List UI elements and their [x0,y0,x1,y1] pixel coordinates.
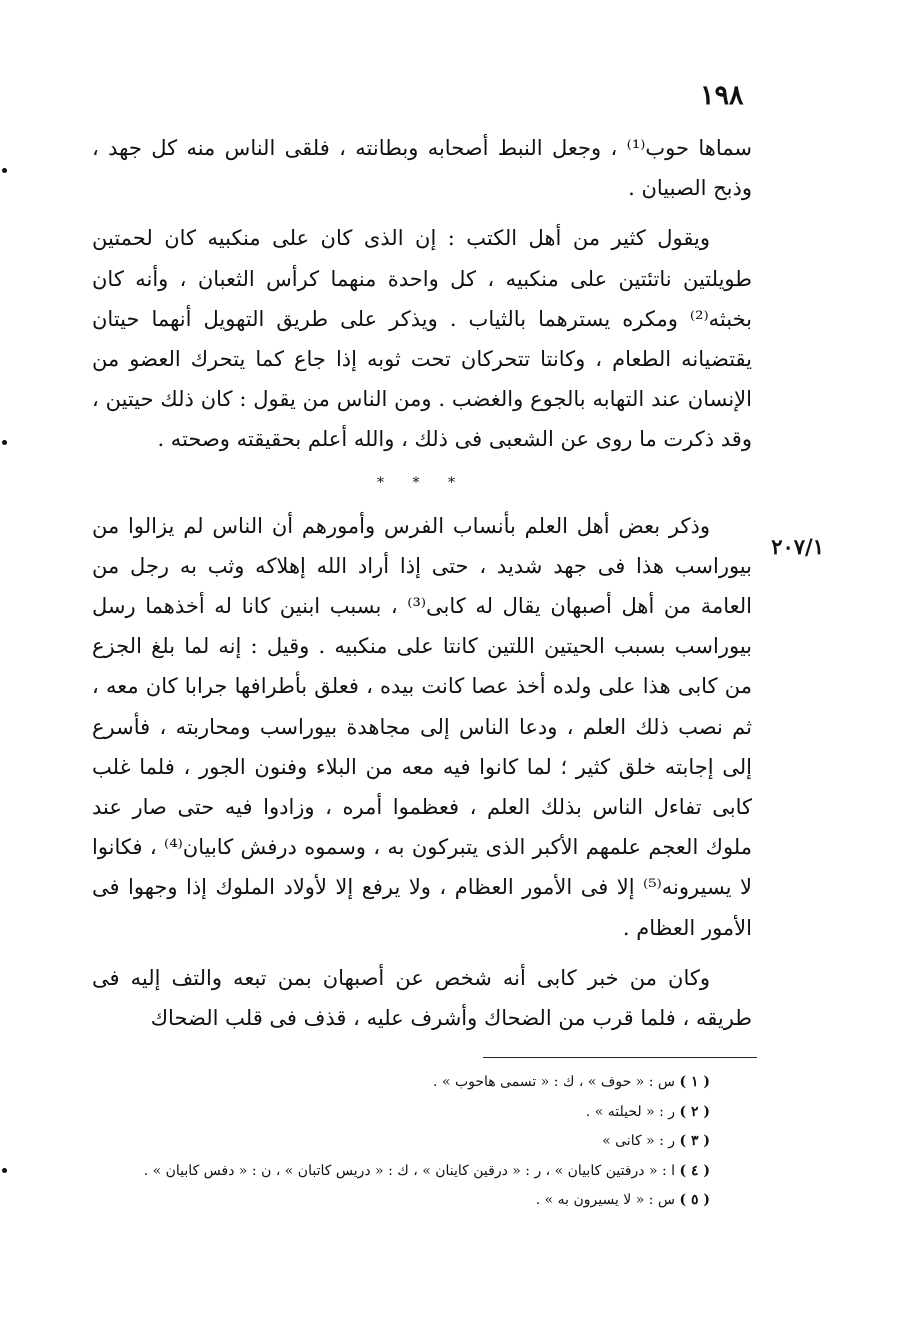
footnote-number: ( ٣ ) [679,1133,710,1149]
paragraph: سماها حوب⁽¹⁾ ، وجعل النبط أصحابه وبطانته ، فلقى الناس منه كل جهد ، وذبح الصبيان . [92,136,752,201]
footnote-number: ( ٤ ) [679,1162,710,1179]
edge-mark [2,440,7,445]
footnote-number: ( ٢ ) [679,1103,710,1120]
main-text [92,128,752,1048]
paragraph: وكان من خبر كابى أنه شخص عن أصبهان بمن تبعه والتف إليه فى طريقه ، فلما قرب من الضحاك وأشرف عليه ، قذف فى قلب الضحاك [92,965,752,1031]
footnote-text: ا : « درفتين كابيان » ، ر : « درقين كاينان » ، ك : « دريس كاتبان » ، ن : « دفس كابيان » . [143,1162,676,1179]
section-separator: * * * [377,474,467,491]
footnote [92,1098,760,1128]
footnote-divider [483,1057,757,1058]
footnote-number: ( ١ ) [679,1074,710,1090]
edge-mark [2,1168,7,1173]
page-number: ١٩٨ [700,80,744,111]
paragraph: ويقول كثير من أهل الكتب : إن الذى كان على منكبيه كان لحمتين طويلتين ناتئتين على منكبيه ، كل واحدة منهما كرأس الثعبان ، وأنه كان بخبثه⁽²⁾ ومكره يسترهما بالثياب . ويذكر على طريق التهويل أنهما حيتان يقتضيانه الطعام ، وكانتا تتحركان تحت ثوبه إذا جاع كما يتحرك العضو من الإنسان عند التهابه بالجوع والغضب . ومن الناس من يقول : كان ذلك حيتين ، وقد ذكرت ما روى عن الشعبى فى ذلك ، والله أعلم بحقيقته وصحته . [92,226,752,452]
footnote [92,1186,760,1216]
footnote [92,1157,760,1187]
edge-mark [2,168,7,173]
footnote [92,1068,760,1098]
footnote-text: ر : « كانى » [602,1133,676,1149]
footnote-text: س : « لا يسيرون به » . [535,1192,676,1208]
footnote-text: س : « حوف » ، ك : « تسمى هاحوب » . [433,1074,676,1090]
footnote-text: ر : « لحيلته » . [585,1103,676,1120]
margin-reference: ٢٠٧/١ [771,534,824,559]
footnotes [92,1068,760,1216]
footnote-number: ( ٥ ) [679,1192,710,1208]
paragraph: وذكر بعض أهل العلم بأنساب الفرس وأمورهم أن الناس لم يزالوا من بيوراسب هذا فى جهد شديد ، حتى إذا أراد الله إهلاكه وثب به رجل من العامة من أهل أصبهان يقال له كابى⁽³⁾ ، بسبب ابنين كانا له أخذهما رسل بيوراسب بسبب الحيتين اللتين كانتا على منكبيه . وقيل : إنه لما بلغ الجزع من كابى هذا على ولده أخذ عصا كانت بيده ، فعلق بأطرافها جرابا كان معه ، ثم نصب ذلك العلم ، ودعا الناس إلى مجاهدة بيوراسب ومحاربته ، فأسرع إلى إجابته خلق كثير ؛ لما كانوا فيه معه من البلاء وفنون الجور ، فلما غلب كابى تفاءل الناس بذلك العلم ، فعظموا أمره ، وزادوا فيه حتى صار عند ملوك العجم علمهم الأكبر الذى يتبركون به ، وسموه درفش كابيان⁽⁴⁾ ، فكانوا لا يسيرونه⁽⁵⁾ إلا فى الأمور العظام ، ولا يرفع إلا لأولاد الملوك إذا وجهوا فى الأمور العظام . [92,513,752,940]
footnote [92,1127,760,1157]
